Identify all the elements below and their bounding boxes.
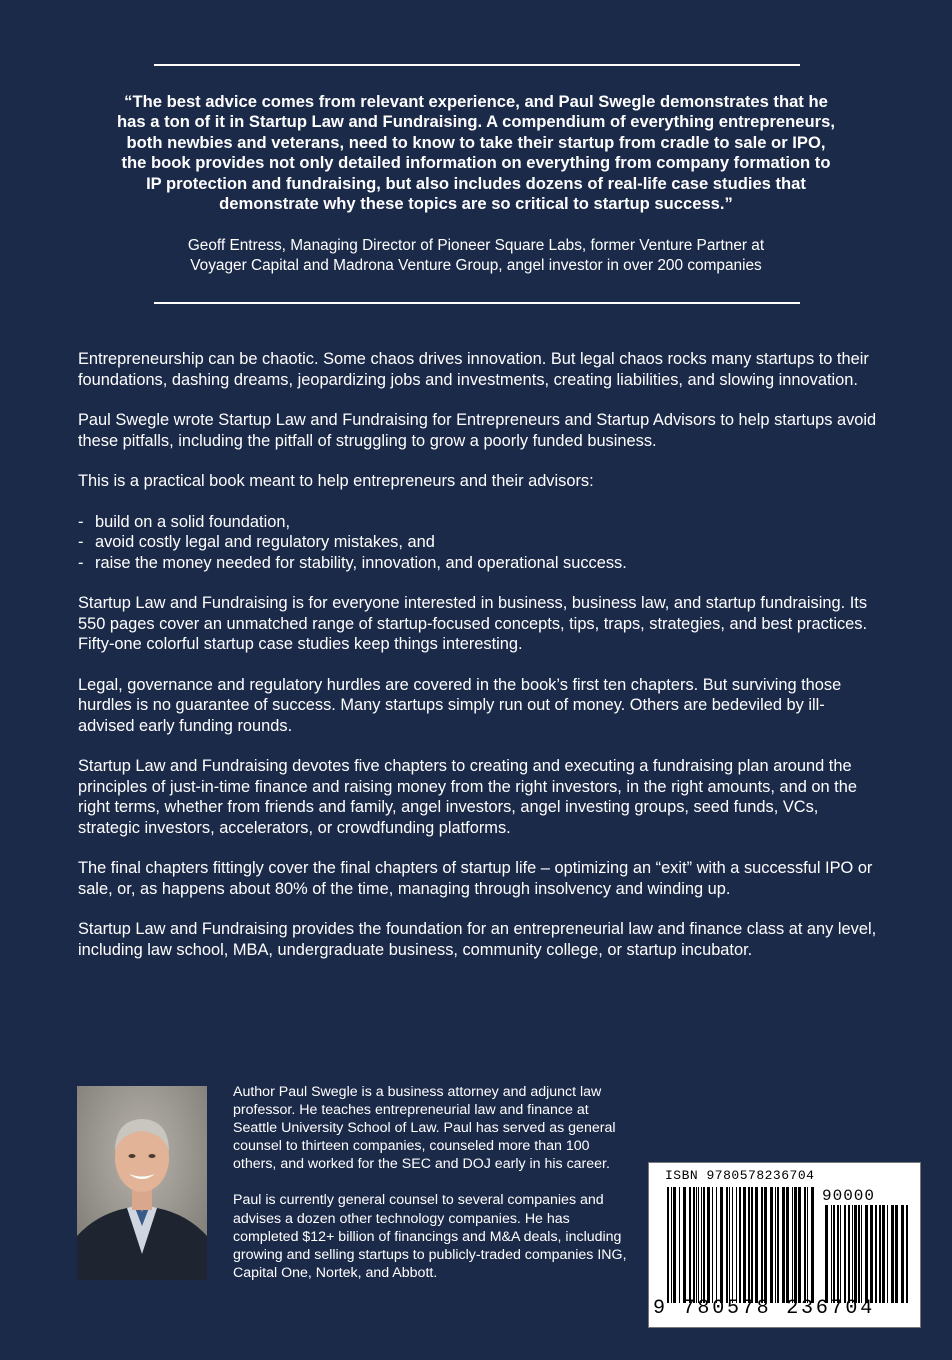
barcode-bar	[720, 1187, 723, 1303]
price-bar	[861, 1205, 862, 1303]
price-code: 90000	[822, 1187, 876, 1205]
price-bar	[906, 1205, 908, 1303]
barcode-bar	[748, 1187, 750, 1303]
author-photo	[77, 1086, 207, 1280]
barcode-bar	[671, 1187, 672, 1303]
barcode-bar	[743, 1187, 746, 1303]
price-bar	[865, 1205, 868, 1303]
price-bar	[825, 1205, 828, 1303]
barcode-bar	[775, 1187, 776, 1303]
price-bar	[837, 1205, 839, 1303]
barcode-bar	[689, 1187, 691, 1303]
price-bar	[895, 1205, 898, 1303]
quote-line: has a ton of it in Startup Law and Fundraising. A compendium of everything entrepreneurs,	[117, 112, 835, 132]
price-bar	[844, 1205, 846, 1303]
price-bar	[833, 1205, 835, 1303]
barcode-bar	[764, 1187, 767, 1303]
author-bio	[233, 1083, 628, 1300]
description-paragraph: Startup Law and Fundraising is for everyone interested in business, business law, and startup fundraising. Its 550 pages cover an unmatched range of startup-focused concepts, tips, traps, strategies, and best practices. Fifty-one colorful startup case studies keep things interesting.	[78, 594, 868, 653]
book-description	[78, 349, 878, 980]
description-paragraph: Paul Swegle wrote Startup Law and Fundraising for Entrepreneurs and Startup Advisors to help startups avoid these pitfalls, including the pitfall of struggling to grow a poorly funded business.	[78, 411, 877, 450]
barcode-bar	[701, 1187, 702, 1303]
barcode-bar	[707, 1187, 710, 1303]
isbn-barcode	[648, 1162, 921, 1328]
price-bar	[887, 1205, 888, 1303]
quote-attribution	[110, 236, 842, 277]
barcode-bar	[811, 1187, 814, 1303]
barcode-bar	[732, 1187, 733, 1303]
quote-line: “The best advice comes from relevant experience, and Paul Swegle demonstrates that he	[124, 92, 828, 111]
list-item: - raise the money needed for stability, innovation, and operational success.	[78, 553, 878, 574]
description-paragraph: This is a practical book meant to help entrepreneurs and their advisors:	[78, 472, 594, 490]
barcode-bar	[712, 1187, 713, 1303]
barcode-bar	[777, 1187, 779, 1303]
description-paragraph: The final chapters fittingly cover the final chapters of startup life – optimizing an “exit” with a successful IPO or sale, or, as happens about 80% of the time, managing through insolvency and winding up.	[78, 859, 873, 898]
price-bar	[852, 1205, 853, 1303]
price-bar	[882, 1205, 885, 1303]
isbn-label: ISBN 9780578236704	[665, 1168, 815, 1183]
description-paragraph: Startup Law and Fundraising devotes five chapters to creating and executing a fundraising plan around the principles of just-in-time finance and raising money from the right investors, in the right amounts, and on the right terms, whether from friends and family, angel investors, angel investing groups, seed funds, VCs, strategic investors, accelerators, or crowdfunding platforms.	[78, 757, 857, 837]
quote-line: both newbies and veterans, need to know to take their startup from cradle to sale or IPO,	[126, 132, 826, 152]
barcode-bar	[726, 1187, 728, 1303]
barcode-bar	[736, 1187, 737, 1303]
barcode-bar	[679, 1187, 680, 1303]
price-bar	[848, 1205, 850, 1303]
barcode-bar	[782, 1187, 785, 1303]
barcode-bar	[693, 1187, 695, 1303]
barcode-bar	[673, 1187, 676, 1303]
barcode-bar	[804, 1187, 806, 1303]
barcode-bar	[786, 1187, 789, 1303]
barcode-bar	[698, 1187, 699, 1303]
description-paragraph: Legal, governance and regulatory hurdles are covered in the book’s first ten chapters. But surviving those hurdles is no guarantee of success. Many startups simply run out of money. Others are bedeviled by ill-advised early funding rounds.	[78, 675, 842, 735]
endorsement-quote	[100, 92, 852, 214]
attribution-line: Voyager Capital and Madrona Venture Group, angel investor in over 200 companies	[190, 257, 762, 275]
price-bar	[901, 1205, 904, 1303]
barcode-bar	[696, 1187, 697, 1303]
barcode-bar	[667, 1187, 669, 1303]
price-bar	[854, 1205, 857, 1303]
top-divider	[154, 64, 800, 66]
barcode-bar	[794, 1187, 797, 1303]
attribution-line: Geoff Entress, Managing Director of Pioneer Square Labs, former Venture Partner at	[187, 237, 765, 254]
barcode-bar	[739, 1187, 741, 1303]
barcode-bar	[792, 1187, 793, 1303]
barcode-bar	[798, 1187, 801, 1303]
bio-paragraph: Paul is currently general counsel to several companies and advises a dozen other technology companies. He has completed $12+ billion of financings and M&A deals, including growing and selling startups to publicly-traded companies ING, Capital One, Nortek, and Abbott.	[233, 1192, 627, 1281]
price-bar	[831, 1205, 832, 1303]
barcode-bar	[751, 1187, 753, 1303]
barcode-bar	[683, 1187, 686, 1303]
barcode-bar	[729, 1187, 730, 1303]
quote-line: demonstrate why these topics are so critical to startup success.”	[219, 194, 733, 214]
price-bar	[858, 1205, 860, 1303]
barcode-digits: 9 780578 236704	[653, 1297, 876, 1320]
price-bar	[891, 1205, 894, 1303]
price-bar	[840, 1205, 841, 1303]
list-item: - build on a solid foundation,	[78, 512, 878, 533]
barcode-bar	[807, 1187, 808, 1303]
quote-line: IP protection and fundraising, but also includes dozens of real-life case studies that	[146, 173, 806, 193]
barcode-bar	[755, 1187, 758, 1303]
barcode-bar	[716, 1187, 717, 1303]
bottom-divider	[154, 302, 800, 304]
author-portrait-icon	[77, 1086, 207, 1280]
description-paragraph: Entrepreneurship can be chaotic. Some chaos drives innovation. But legal chaos rocks many startups to their foundations, dashing dreams, jeopardizing jobs and investments, creating liabilities, and slowing innovation.	[78, 350, 869, 389]
bio-paragraph: Author Paul Swegle is a business attorney and adjunct law professor. He teaches entrepreneurial law and finance at Seattle University School of Law. Paul has served as general counsel to thirteen companies, counseled more than 100 others, and worked for the SEC and DOJ early in his career.	[233, 1084, 616, 1173]
barcode-bar	[703, 1187, 705, 1303]
barcode-bar	[770, 1187, 773, 1303]
quote-line: the book provides not only detailed information on everything from company formation to	[121, 153, 831, 173]
description-paragraph: Startup Law and Fundraising provides the foundation for an entrepreneurial law and finance class at any level, including law school, MBA, undergraduate business, community college, or startup incubator.	[78, 920, 877, 959]
price-bar	[870, 1205, 873, 1303]
barcode-bar	[761, 1187, 763, 1303]
price-bar	[879, 1205, 881, 1303]
benefits-list	[78, 512, 878, 574]
price-bar	[875, 1205, 877, 1303]
list-item: - avoid costly legal and regulatory mistakes, and	[78, 532, 878, 553]
